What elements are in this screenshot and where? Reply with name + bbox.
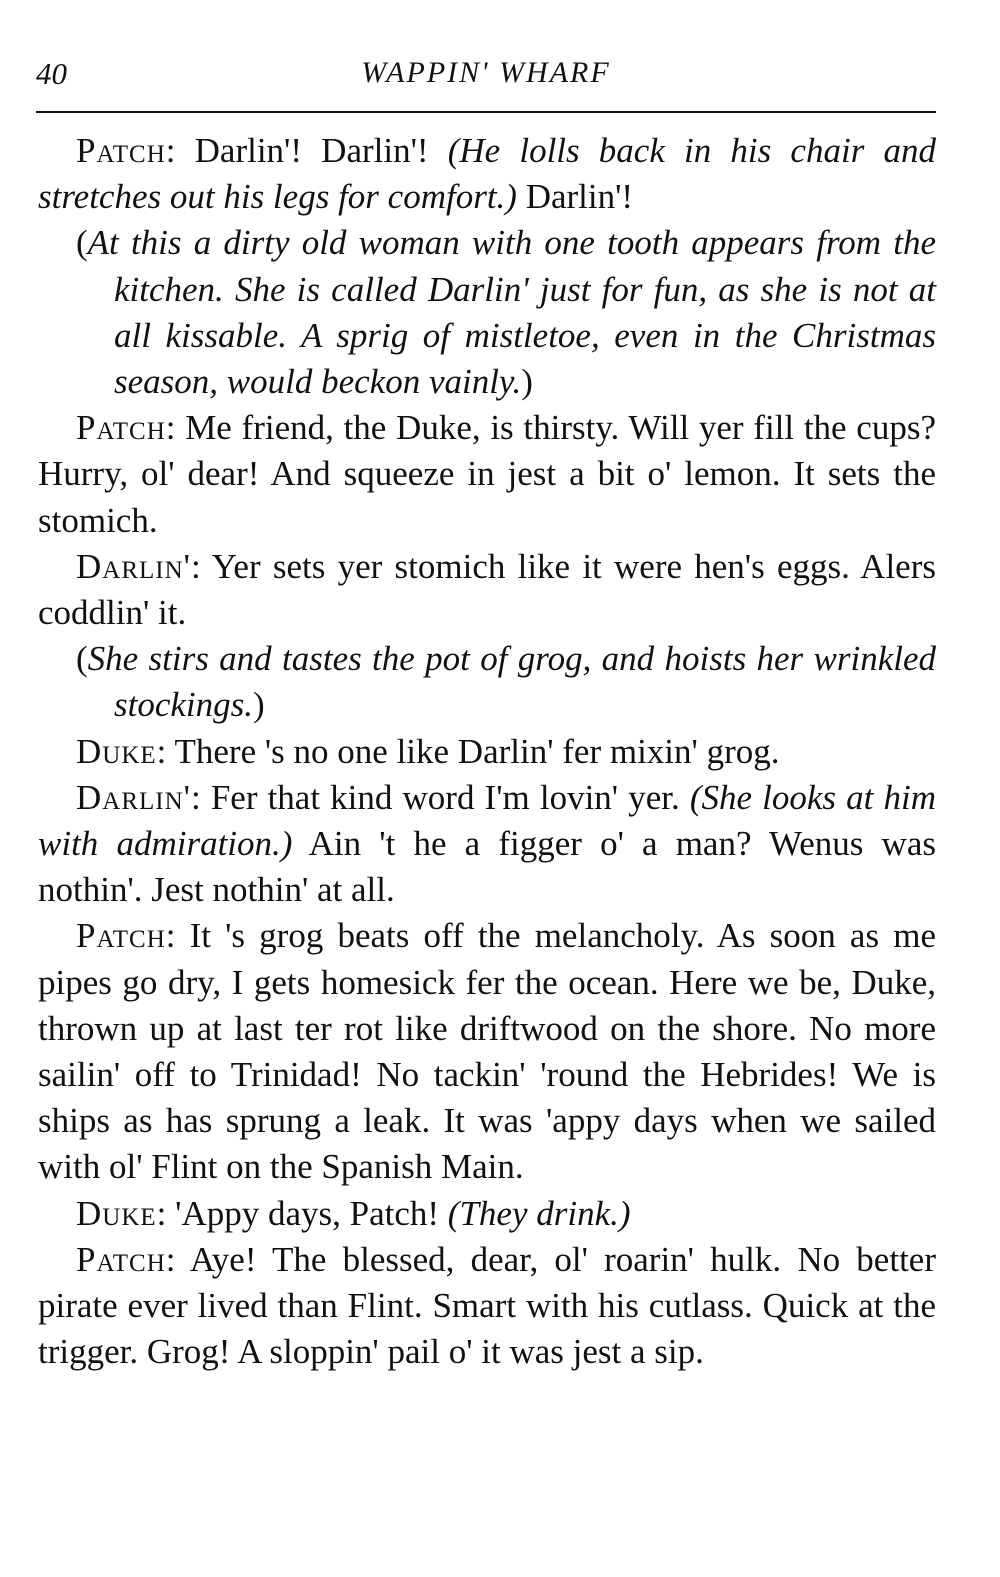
speech: Patch: It 's grog beats off the melancholy. As soon as me pipes go dry, I gets homesick fer the ocean. Here we be, Duke, thrown up at last ter rot like driftwood on the shore. No more sailin' off to Trinidad! No tackin' 'round the Hebrides! We is ships as has sprung a leak. It was 'appy days when we sailed with ol' Flint on the Spanish Main. [38, 916, 936, 1187]
dialogue-text: Darlin'! [516, 177, 634, 217]
dialogue-text: Yer sets yer stomich like it were hen's eggs. Alers coddlin' it. [38, 546, 936, 633]
speech: Darlin': Yer sets yer stomich like it were hen's eggs. Alers coddlin' it. [38, 546, 936, 633]
page-header [36, 52, 936, 100]
speaker-name: Patch [76, 131, 166, 170]
page-number: 40 [36, 56, 67, 91]
speaker-name: Duke [76, 1193, 157, 1233]
running-title: WAPPIN' WHARF [361, 56, 611, 89]
dialogue-text: Aye! The blessed, dear, ol' roarin' hulk. No better pirate ever lived than Flint. Smart with his cutlass. Quick at the trigger. Grog! A sloppin' pail o' it was jest a sip. [38, 1239, 936, 1372]
header-rule [36, 111, 936, 113]
parenthesis: ( [76, 223, 88, 263]
dialogue-text: Me friend, the Duke, is thirsty. Will yer fill the cups? Hurry, ol' dear! And squeeze in jest a bit o' lemon. It sets the stomich. [38, 408, 936, 540]
speech: Patch: Aye! The blessed, dear, ol' roarin' hulk. No better pirate ever lived than Flint. Smart with his cutlass. Quick at the trigger. Grog! A sloppin' pail o' it was jest a sip. [38, 1239, 936, 1372]
speaker-name: Darlin' [76, 546, 191, 586]
parenthesis: ) [521, 362, 533, 402]
speaker-name: Patch [76, 408, 166, 448]
dialogue-text: Fer that kind word I'm lovin' yer. [210, 777, 690, 817]
speaker-name: Patch [76, 916, 166, 956]
dialogue-text: Darlin'! Darlin'! [194, 131, 448, 170]
speech: Duke: 'Appy days, Patch! (They drink.) [76, 1193, 631, 1233]
stage-direction [38, 636, 936, 728]
speech: Darlin': Fer that kind word I'm lovin' yer. (She looks at him with admiration.) Ain 't he a figger o' a man? Wenus was nothin'. Jest nothin' at all. [38, 777, 936, 910]
speech: Patch: Me friend, the Duke, is thirsty. Will yer fill the cups? Hurry, ol' dear! And squeeze in jest a bit o' lemon. It sets the stomich. [38, 408, 936, 540]
stage-direction [38, 220, 936, 405]
parenthesis: ( [76, 639, 88, 679]
dialogue-text: Ain 't he a figger o' a man? Wenus was nothin'. Jest nothin' at all. [38, 824, 936, 910]
dialogue-text: There 's no one like Darlin' fer mixin' grog. [174, 731, 780, 771]
parenthesis: ) [253, 685, 265, 725]
stage-direction-inline: (She looks at him with admiration.) [38, 777, 936, 864]
stage-direction-text: She stirs and tastes the pot of grog, and hoists her wrinkled stockings. [87, 639, 936, 725]
stage-direction-inline: (They drink.) [447, 1193, 631, 1233]
speech: Duke: There 's no one like Darlin' fer mixin' grog. [76, 731, 780, 771]
stage-direction-text: At this a dirty old woman with one tooth appears from the kitchen. She is called Darlin' just for fun, as she is not at all kissable. A sprig of mistletoe, even in the Christmas season, would beckon vainly. [87, 223, 936, 402]
play-text [38, 128, 936, 1375]
stage-direction-inline: (He lolls back in his chair and stretches out his legs for comfort.) [38, 131, 936, 217]
dialogue-text: It 's grog beats off the melancholy. As soon as me pipes go dry, I gets homesick fer the ocean. Here we be, Duke, thrown up at last ter rot like driftwood on the shore. No more sailin' off to Trinidad! No tackin' 'round the Hebrides! We is ships as has sprung a leak. It was 'appy days when we sailed with ol' Flint on the Spanish Main. [38, 916, 936, 1187]
speaker-name: Patch [76, 1239, 166, 1279]
dialogue-text: 'Appy days, Patch! [175, 1193, 448, 1233]
speech: Patch: Darlin'! Darlin'! (He lolls back in his chair and stretches out his legs for comfort.) Darlin'! [38, 131, 936, 217]
speaker-name: Duke [76, 731, 157, 771]
speaker-name: Darlin' [76, 777, 191, 817]
